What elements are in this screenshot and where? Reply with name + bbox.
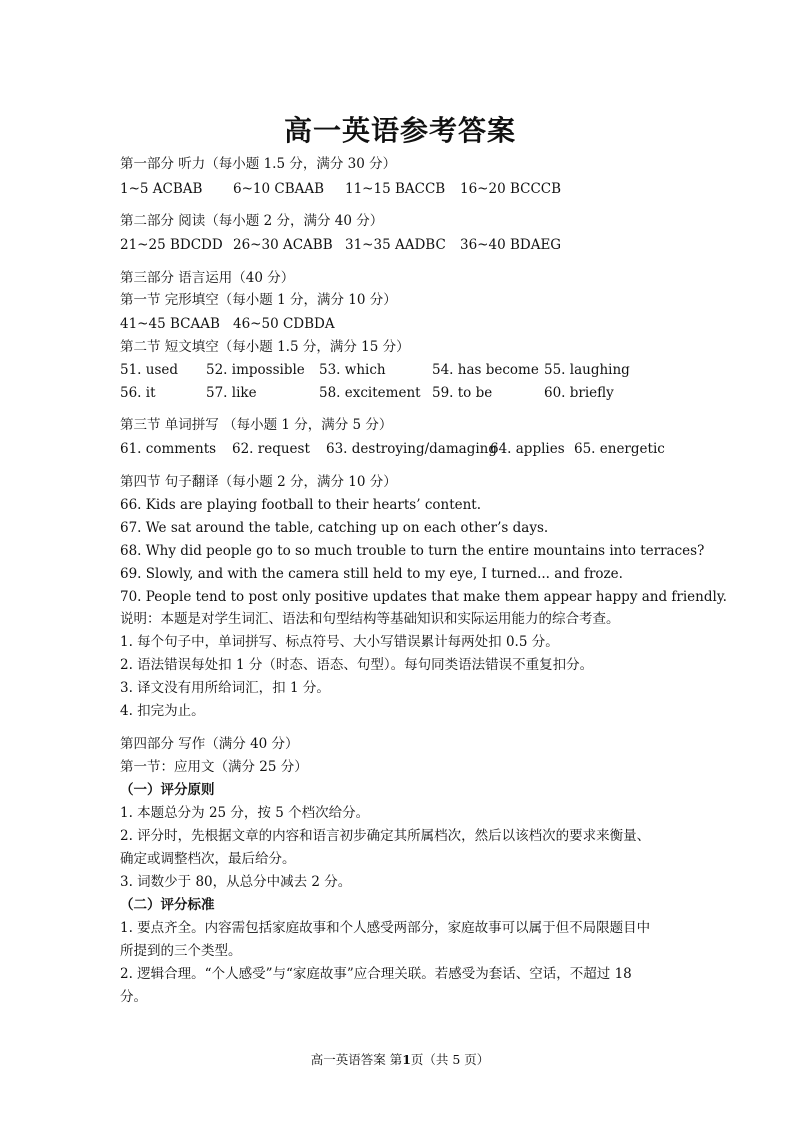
translation-rule: 4. 扣完为止。 <box>120 703 205 719</box>
part2-answer: 26~30 ACABB <box>233 237 333 253</box>
fill-answer: 51. used <box>120 362 179 378</box>
part3-sec4-heading: 第四节 句子翻译（每小题 2 分，满分 10 分） <box>120 474 397 490</box>
translation-sentence: 68. Why did people go to so much trouble to turn the entire mountains into terraces? <box>120 543 705 559</box>
part2-heading: 第二部分 阅读（每小题 2 分，满分 40 分） <box>120 213 384 229</box>
spelling-answer: 63. destroying/damaging <box>326 441 497 457</box>
translation-sentence: 66. Kids are playing football to their hearts’ content. <box>120 497 482 513</box>
principle-line: 3. 词数少于 80，从总分中减去 2 分。 <box>120 874 352 890</box>
part3-sec2-heading: 第二节 短文填空（每小题 1.5 分，满分 15 分） <box>120 339 410 355</box>
part2-answer: 36~40 BDAEG <box>460 237 562 253</box>
standards-heading: （二）评分标准 <box>120 897 215 913</box>
part1-answer: 11~15 BACCB <box>345 181 446 197</box>
spelling-answer: 64. applies <box>490 441 565 457</box>
translation-sentence: 69. Slowly, and with the camera still held to my eye, I turned... and froze. <box>120 566 623 582</box>
footer-page-suffix: 页（共 5 页） <box>410 1052 490 1067</box>
part4-sec1-heading: 第一节：应用文（满分 25 分） <box>120 759 308 775</box>
principle-line: 1. 本题总分为 25 分，按 5 个档次给分。 <box>120 805 370 821</box>
fill-answer: 58. excitement <box>319 385 421 401</box>
part1-answer: 16~20 BCCCB <box>460 181 562 197</box>
fill-answer: 52. impossible <box>206 362 305 378</box>
part4-heading: 第四部分 写作（满分 40 分） <box>120 736 299 752</box>
part3-sec3-heading: 第三节 单词拼写 （每小题 1 分，满分 5 分） <box>120 417 393 433</box>
translation-rule: 3. 译文没有用所给词汇，扣 1 分。 <box>120 680 330 696</box>
part3-sec1-heading: 第一节 完形填空（每小题 1 分，满分 10 分） <box>120 292 397 308</box>
translation-sentence: 67. We sat around the table, catching up on each other’s days. <box>120 520 549 536</box>
translation-note: 说明：本题是对学生词汇、语法和句型结构等基础知识和实际运用能力的综合考查。 <box>120 611 620 627</box>
standard-line: 分。 <box>120 989 147 1005</box>
fill-answer: 56. it <box>120 385 156 401</box>
translation-rule: 1. 每个句子中，单词拼写、标点符号、大小写错误累计每两处扣 0.5 分。 <box>120 634 559 650</box>
standard-line: 2. 逻辑合理。“个人感受”与“家庭故事”应合理关联。若感受为套话、空话，不超过 18 <box>120 966 632 982</box>
part3-sec1-answer: 46~50 CDBDA <box>233 316 335 332</box>
footer-page-prefix: 第 <box>389 1052 403 1067</box>
spelling-answer: 62. request <box>232 441 310 457</box>
footer-label: 高一英语答案 <box>310 1052 386 1067</box>
translation-rule: 2. 语法错误每处扣 1 分（时态、语态、句型）。每句同类语法错误不重复扣分。 <box>120 657 594 673</box>
principle-line: 2. 评分时，先根据文章的内容和语言初步确定其所属档次，然后以该档次的要求来衡量、 <box>120 828 651 844</box>
page-footer <box>0 1050 800 1068</box>
part3-heading: 第三部分 语言运用（40 分） <box>120 270 295 286</box>
principle-line: 确定或调整档次，最后给分。 <box>120 851 296 867</box>
spelling-answer: 61. comments <box>120 441 217 457</box>
part2-answer: 31~35 AADBC <box>345 237 446 253</box>
fill-answer: 57. like <box>206 385 257 401</box>
part3-sec1-answer: 41~45 BCAAB <box>120 316 220 332</box>
footer-page-number: 1 <box>402 1052 411 1067</box>
principles-heading: （一）评分原则 <box>120 782 215 798</box>
standard-line: 1. 要点齐全。内容需包括家庭故事和个人感受两部分，家庭故事可以属于但不局限题目中 <box>120 920 651 936</box>
fill-answer: 53. which <box>319 362 386 378</box>
spelling-answer: 65. energetic <box>574 441 665 457</box>
part2-answer: 21~25 BDCDD <box>120 237 223 253</box>
part1-answer: 6~10 CBAAB <box>233 181 325 197</box>
part1-heading: 第一部分 听力（每小题 1.5 分，满分 30 分） <box>120 156 397 172</box>
translation-sentence: 70. People tend to post only positive updates that make them appear happy and friendly. <box>120 589 727 605</box>
page-title: 高一英语参考答案 <box>283 114 516 147</box>
standard-line: 所提到的三个类型。 <box>120 943 242 959</box>
part1-answer: 1~5 ACBAB <box>120 181 203 197</box>
fill-answer: 60. briefly <box>544 385 614 401</box>
fill-answer: 54. has become <box>432 362 539 378</box>
fill-answer: 59. to be <box>432 385 493 401</box>
fill-answer: 55. laughing <box>544 362 630 378</box>
